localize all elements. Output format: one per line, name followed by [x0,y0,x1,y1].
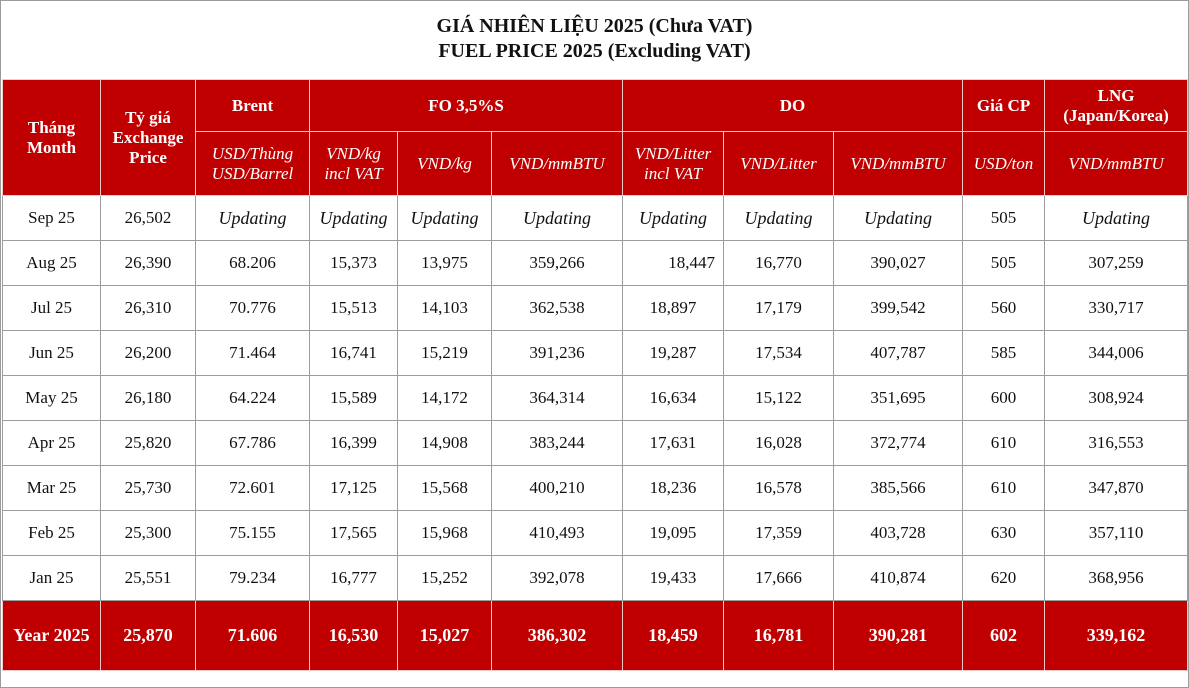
table-row [3,466,1188,511]
title-english: FUEL PRICE 2025 (Excluding VAT) [438,40,751,62]
cell-lng: 347,870 [1045,466,1188,511]
cell-month: Sep 25 [3,196,101,241]
unit-lng: VND/mmBTU [1045,132,1188,196]
cell-cp: 585 [963,331,1045,376]
table-row [3,511,1188,556]
cell-cp: 630 [963,511,1045,556]
cell-fo-mmbtu: 362,538 [492,286,623,331]
header-fo: FO 3,5%S [310,80,623,132]
cell-fo-vat: 15,589 [310,376,398,421]
cell-cp: 505 [963,196,1045,241]
cell-fo-kg: 15,252 [398,556,492,601]
cell-do-mmbtu: 407,787 [834,331,963,376]
cell-lng: 308,924 [1045,376,1188,421]
cell-lng: 307,259 [1045,241,1188,286]
cell-do-vat: 18,236 [623,466,724,511]
cell-do-vat: 16,634 [623,376,724,421]
cell-do-vat: 18,447 [623,241,724,286]
unit-do-vat: VND/Litter incl VAT [623,132,724,196]
cell-do-vat: 19,433 [623,556,724,601]
cell-do-litter: 15,122 [724,376,834,421]
cell-brent: 70.776 [196,286,310,331]
cell-fo-mmbtu: 410,493 [492,511,623,556]
cell-fo-kg: 14,908 [398,421,492,466]
cell-do-mmbtu: Updating [834,196,963,241]
cell-exchange: 26,180 [101,376,196,421]
total-month: Year 2025 [3,601,101,671]
cell-cp: 620 [963,556,1045,601]
cell-month: Jan 25 [3,556,101,601]
cell-brent: Updating [196,196,310,241]
total-fo-kg: 15,027 [398,601,492,671]
cell-fo-vat: 16,777 [310,556,398,601]
cell-fo-kg: 14,172 [398,376,492,421]
cell-month: Jul 25 [3,286,101,331]
cell-do-mmbtu: 385,566 [834,466,963,511]
cell-do-litter: 16,578 [724,466,834,511]
unit-fo-kg: VND/kg [398,132,492,196]
cell-brent: 79.234 [196,556,310,601]
cell-do-litter: Updating [724,196,834,241]
cell-brent: 71.464 [196,331,310,376]
cell-month: May 25 [3,376,101,421]
cell-do-litter: 17,179 [724,286,834,331]
cell-fo-vat: 16,741 [310,331,398,376]
cell-do-mmbtu: 390,027 [834,241,963,286]
cell-fo-mmbtu: 400,210 [492,466,623,511]
cell-brent: 72.601 [196,466,310,511]
cell-fo-mmbtu: 391,236 [492,331,623,376]
cell-lng: 330,717 [1045,286,1188,331]
cell-fo-vat: 15,513 [310,286,398,331]
table-row [3,556,1188,601]
cell-fo-vat: 15,373 [310,241,398,286]
cell-fo-mmbtu: 383,244 [492,421,623,466]
cell-month: Apr 25 [3,421,101,466]
total-row [3,601,1188,671]
cell-cp: 610 [963,421,1045,466]
cell-do-mmbtu: 372,774 [834,421,963,466]
table-row [3,286,1188,331]
total-fo-vat: 16,530 [310,601,398,671]
cell-fo-vat: 17,125 [310,466,398,511]
total-lng: 339,162 [1045,601,1188,671]
header-cp: Giá CP [963,80,1045,132]
cell-lng: 357,110 [1045,511,1188,556]
cell-month: Aug 25 [3,241,101,286]
table-title [2,2,1187,78]
cell-exchange: 26,310 [101,286,196,331]
cell-fo-mmbtu: 392,078 [492,556,623,601]
unit-do-mmbtu: VND/mmBTU [834,132,963,196]
cell-lng: Updating [1045,196,1188,241]
cell-do-litter: 16,028 [724,421,834,466]
fuel-price-table [2,79,1188,671]
cell-exchange: 25,820 [101,421,196,466]
cell-exchange: 25,730 [101,466,196,511]
cell-fo-kg: 15,219 [398,331,492,376]
cell-cp: 560 [963,286,1045,331]
title-vietnamese: GIÁ NHIÊN LIỆU 2025 (Chưa VAT) [436,15,753,37]
header-exchange: Tỷ giá Exchange Price [101,80,196,196]
cell-do-mmbtu: 351,695 [834,376,963,421]
cell-do-mmbtu: 410,874 [834,556,963,601]
cell-lng: 368,956 [1045,556,1188,601]
cell-fo-vat: 16,399 [310,421,398,466]
cell-exchange: 26,502 [101,196,196,241]
unit-fo-mmbtu: VND/mmBTU [492,132,623,196]
cell-cp: 505 [963,241,1045,286]
total-cp: 602 [963,601,1045,671]
table-row [3,421,1188,466]
cell-month: Jun 25 [3,331,101,376]
cell-do-litter: 17,359 [724,511,834,556]
cell-lng: 316,553 [1045,421,1188,466]
cell-fo-kg: 13,975 [398,241,492,286]
cell-fo-mmbtu: Updating [492,196,623,241]
total-do-litter: 16,781 [724,601,834,671]
cell-lng: 344,006 [1045,331,1188,376]
header-month: Tháng Month [3,80,101,196]
total-do-mmbtu: 390,281 [834,601,963,671]
cell-brent: 67.786 [196,421,310,466]
cell-fo-kg: 15,968 [398,511,492,556]
cell-do-litter: 17,534 [724,331,834,376]
cell-fo-mmbtu: 359,266 [492,241,623,286]
header-do: DO [623,80,963,132]
cell-brent: 64.224 [196,376,310,421]
cell-do-mmbtu: 403,728 [834,511,963,556]
unit-fo-vat: VND/kg incl VAT [310,132,398,196]
cell-month: Mar 25 [3,466,101,511]
cell-month: Feb 25 [3,511,101,556]
cell-do-vat: 19,287 [623,331,724,376]
total-brent: 71.606 [196,601,310,671]
cell-do-vat: 18,897 [623,286,724,331]
cell-fo-kg: 14,103 [398,286,492,331]
cell-do-mmbtu: 399,542 [834,286,963,331]
cell-do-vat: Updating [623,196,724,241]
total-do-vat: 18,459 [623,601,724,671]
unit-cp: USD/ton [963,132,1045,196]
table-row [3,241,1188,286]
header-lng: LNG (Japan/Korea) [1045,80,1188,132]
cell-do-vat: 19,095 [623,511,724,556]
total-exchange: 25,870 [101,601,196,671]
cell-exchange: 26,390 [101,241,196,286]
header-brent: Brent [196,80,310,132]
cell-brent: 75.155 [196,511,310,556]
cell-fo-kg: Updating [398,196,492,241]
total-fo-mmbtu: 386,302 [492,601,623,671]
cell-cp: 610 [963,466,1045,511]
cell-fo-mmbtu: 364,314 [492,376,623,421]
unit-do-litter: VND/Litter [724,132,834,196]
unit-brent: USD/Thùng USD/Barrel [196,132,310,196]
table-row [3,331,1188,376]
table-row [3,196,1188,241]
cell-fo-vat: 17,565 [310,511,398,556]
cell-exchange: 25,551 [101,556,196,601]
cell-fo-kg: 15,568 [398,466,492,511]
cell-fo-vat: Updating [310,196,398,241]
cell-exchange: 26,200 [101,331,196,376]
table-row [3,376,1188,421]
cell-do-litter: 16,770 [724,241,834,286]
cell-exchange: 25,300 [101,511,196,556]
cell-do-vat: 17,631 [623,421,724,466]
cell-do-litter: 17,666 [724,556,834,601]
cell-brent: 68.206 [196,241,310,286]
cell-cp: 600 [963,376,1045,421]
